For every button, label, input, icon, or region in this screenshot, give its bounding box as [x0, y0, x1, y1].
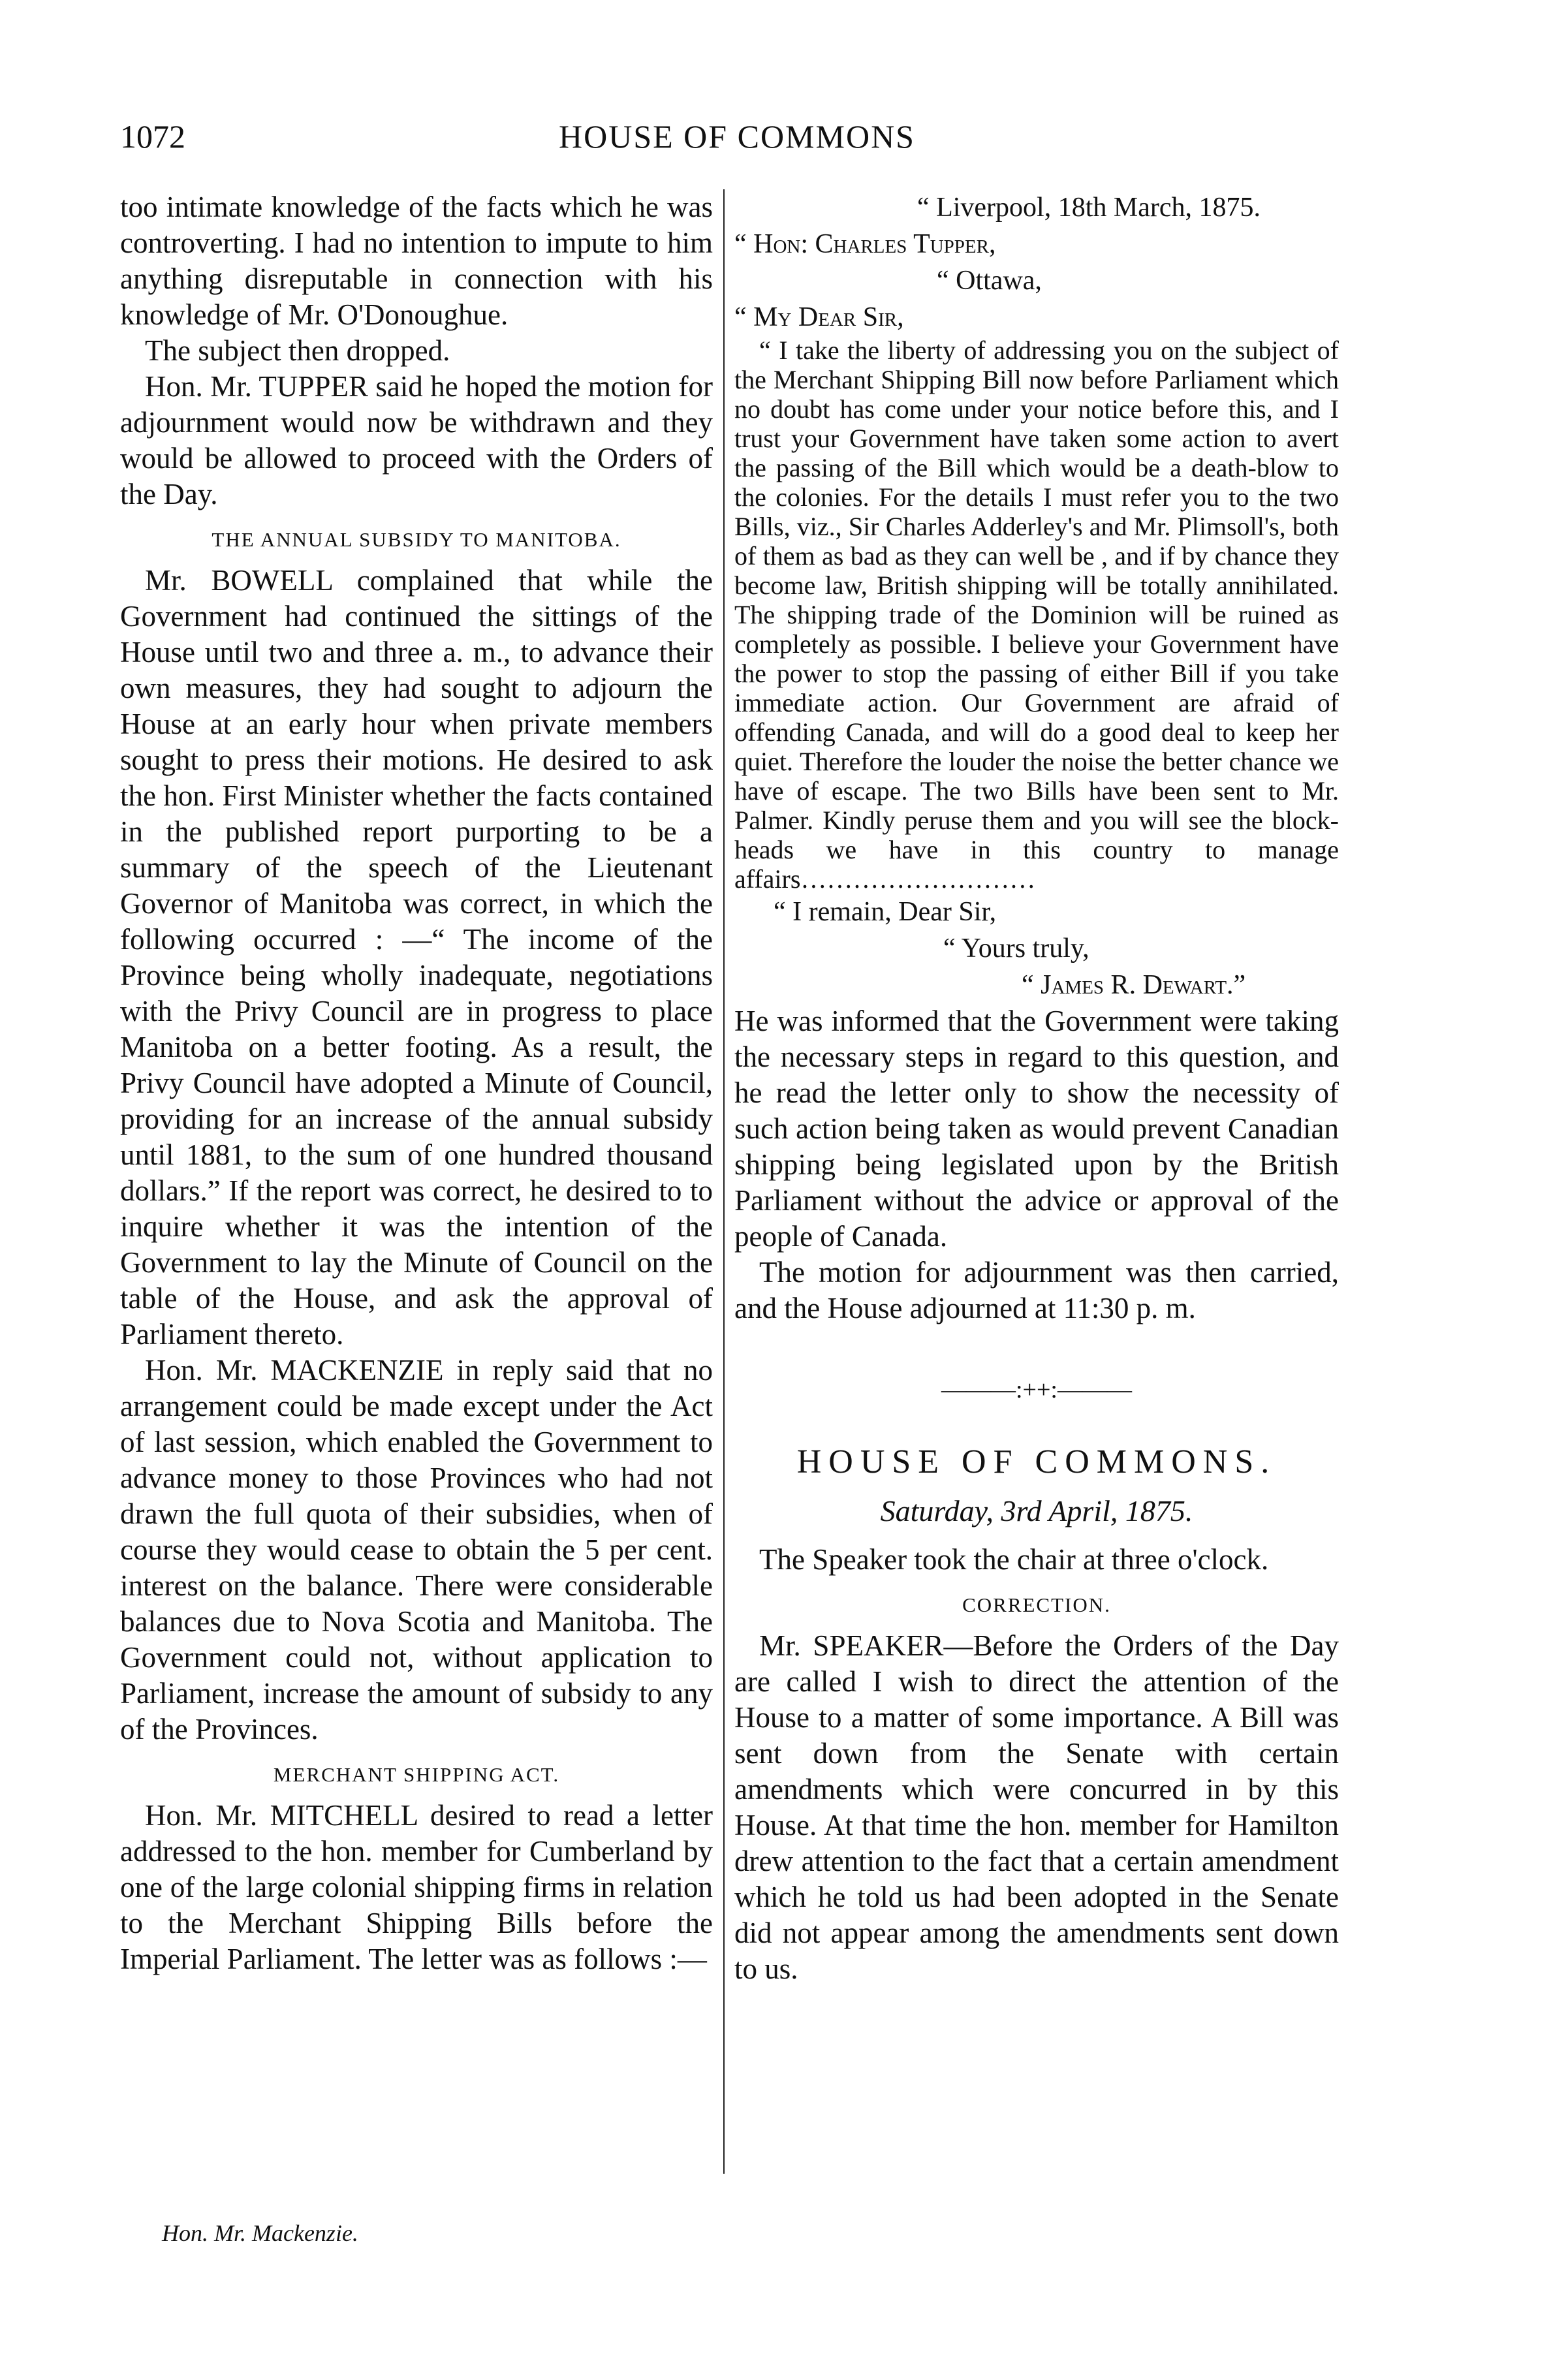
sitting-date: Saturday, 3rd April, 1875. [880, 1494, 1193, 1527]
section-divider: ———:++:——— [941, 1376, 1132, 1403]
letter-body [734, 336, 1339, 894]
section-heading-annual-subsidy: THE ANNUAL SUBSIDY TO MANITOBA. [212, 528, 621, 551]
letter-dateline: “ Liverpool, 18th March, 1875. [916, 193, 1261, 223]
right-column [734, 189, 1339, 1987]
column-rule [723, 189, 725, 2174]
paragraph: He was informed that the Government were taking the necessary steps in regard to this question, and he read the letter only to show the necessity of such action being taken as would prevent Canadian shipping being legislated upon by the British Parliament without the advice or approval of the people of Canada. [734, 1005, 1339, 1253]
paragraph: Mr. BOWELL complained that while the Government had continued the sittings of the House until two and three a. m., to advance their own measures, they had sought to adjourn the House at an early hour when private members sought to press their motions. He desired to ask the hon. First Minister whether the facts contained in the published report purporting to be a summary of the speech of the Lieutenant Governor of Manitoba was correct, in which the following occurred : —“ The income of the Province being wholly inadequate, negotiations with the Privy Council are in progress to place Manitoba on a better footing. As a result, the Privy Council have adopted a Minute of Council, providing for an increase of the annual subsidy until 1881, to the sum of one hundred thousand dollars.” If the report was correct, he desired to to inquire whether it was the intention of the Government to lay the Minute of Council on the table of the House, and ask the approval of Parliament thereto. [120, 564, 713, 1351]
section-heading-correction: CORRECTION. [962, 1593, 1111, 1616]
page-header [120, 117, 1354, 163]
letter-address: “ Hon: Charles Tupper, [734, 229, 996, 259]
left-column [120, 189, 713, 1977]
letter-paragraph: “ I take the liberty of addressing you on the subject of the Merchant Shipping Bill now before Parliament which no doubt has come under your notice before this, and I trust your Government have taken some action to avert the passing of the Bill which would be a death-blow to the colonies. For the details I must refer you to the two Bills, viz., Sir Charles Adderley's and Mr. Plimsoll's, both of them as bad as they can well be , and if by chance they become law, British shipping will be totally annihilated. The shipping trade of the Dominion will be ruined as completely as possible. I believe your Government have the power to stop the passing of either Bill if you take immediate action. Our Government are afraid of offending Canada, and will do a good deal to keep her quiet. Therefore the louder the noise the better chance we have of escape. The two Bills have been sent to Mr. Palmer. Kindly peruse them and you will see the block-heads we have in this country to manage affairs……………………… [734, 336, 1339, 894]
letter-signature: “ James R. Dewart.” [1022, 970, 1246, 1000]
paragraph: The motion for adjournment was then carried, and the House adjourned at 11:30 p. m. [734, 1256, 1339, 1324]
letter-salutation: “ My Dear Sir, [734, 302, 904, 332]
section-heading-merchant-shipping: MERCHANT SHIPPING ACT. [273, 1763, 560, 1786]
page-number: 1072 [120, 118, 185, 155]
paragraph: The Speaker took the chair at three o'clock. [759, 1543, 1269, 1576]
footer-catchword: Hon. Mr. Mackenzie. [162, 2220, 358, 2246]
letter-closing-line: “ Yours truly, [943, 933, 1089, 963]
paragraph: Mr. SPEAKER—Before the Orders of the Day are called I wish to direct the attention of the House to a matter of some importance. A Bill was sent down from the Senate with certain amendments which were concurred in by this House. At that time the hon. member for Hamilton drew attention to the fact that a certain amendment which he told us had been adopted in the Senate did not appear among the amendments sent down to us. [734, 1629, 1339, 1985]
paragraph: Hon. Mr. MACKENZIE in reply said that no arrangement could be made except under the Act of last session, which enabled the Government to advance money to those Provinces who had not drawn the full quota of their subsidies, when of course they would cease to obtain the 5 per cent. interest on the balance. There were considerable balances due to Nova Scotia and Manitoba. The Government could not, without application to Parliament, increase the amount of subsidy to any of the Provinces. [120, 1354, 713, 1746]
letter-closing-line: “ I remain, Dear Sir, [774, 897, 997, 927]
paragraph: Hon. Mr. MITCHELL desired to read a letter addressed to the hon. member for Cumberland by one of the large colonial shipping firms in relation to the Merchant Shipping Bills before the Imperial Parliament. The letter was as follows :— [120, 1799, 713, 1975]
paragraph: Hon. Mr. TUPPER said he hoped the motion for adjournment would now be withdrawn and they would be allowed to proceed with the Orders of the Day. [120, 370, 713, 510]
sitting-title: HOUSE OF COMMONS. [796, 1443, 1277, 1480]
letter-closing [734, 894, 1339, 1003]
running-title: HOUSE OF COMMONS [559, 118, 915, 155]
letter-city: “ Ottawa, [937, 266, 1042, 296]
paragraph: too intimate knowledge of the facts which he was controverting. I had no intention to impute to him anything disreputable in connection with his knowledge of Mr. O'Donoughue. [120, 191, 713, 331]
paragraph: The subject then dropped. [145, 334, 450, 367]
